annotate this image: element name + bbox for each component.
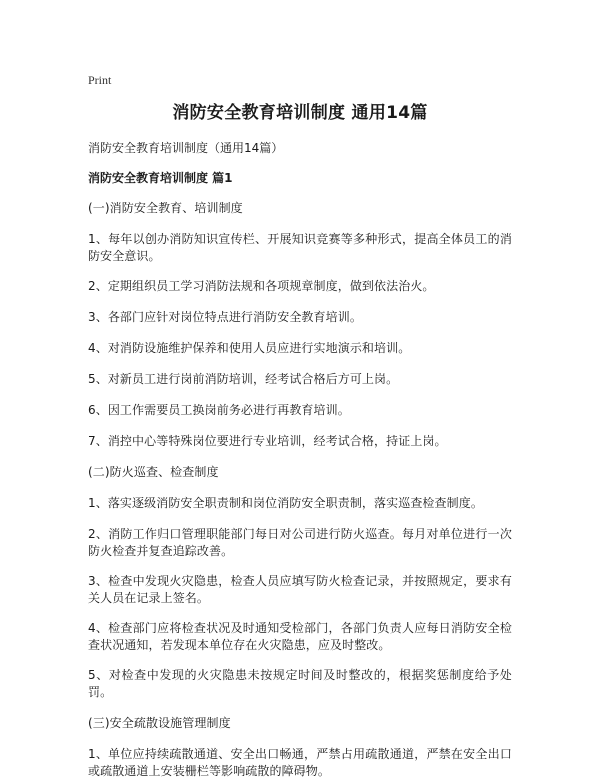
print-link[interactable]: Print [88, 73, 112, 87]
paragraph-education-5: 5、对新员工进行岗前消防培训，经考试合格后方可上岗。 [88, 372, 399, 386]
section-heading: 消防安全教育培训制度 篇1 [88, 171, 233, 185]
subsection-heading-education: (一)消防安全教育、培训制度 [88, 201, 243, 215]
paragraph-inspection-5: 5、对检查中发现的火灾隐患未按规定时间及时整改的，根据奖惩制度给予处罚。 [88, 668, 512, 699]
subsection-heading-evacuation: (三)安全疏散设施管理制度 [88, 716, 231, 730]
paragraph-education-3: 3、各部门应针对岗位特点进行消防安全教育培训。 [88, 310, 362, 324]
paragraph-education-2: 2、定期组织员工学习消防法规和各项规章制度，做到依法治火。 [88, 279, 435, 293]
paragraph-education-4: 4、对消防设施维护保养和使用人员应进行实地演示和培训。 [88, 341, 411, 355]
paragraph-inspection-3: 3、检查中发现火灾隐患，检查人员应填写防火检查记录，并按照规定，要求有关人员在记录上签名。 [88, 574, 512, 605]
document-title: 消防安全教育培训制度 通用14篇 [172, 103, 428, 123]
paragraph-inspection-2: 2、消防工作归口管理职能部门每日对公司进行防火巡查。每月对单位进行一次防火检查并复查追踪改善。 [88, 527, 512, 558]
subsection-heading-inspection: (二)防火巡查、检查制度 [88, 465, 219, 479]
paragraph-education-1: 1、每年以创办消防知识宣传栏、开展知识竞赛等多种形式，提高全体员工的消防安全意识。 [88, 232, 512, 263]
document-subtitle: 消防安全教育培训制度（通用14篇） [88, 141, 284, 155]
paragraph-inspection-4: 4、检查部门应将检查状况及时通知受检部门，各部门负责人应每日消防安全检查状况通知，若发现本单位存在火灾隐患，应及时整改。 [88, 621, 512, 652]
paragraph-education-7: 7、消控中心等特殊岗位要进行专业培训，经考试合格，持证上岗。 [88, 434, 447, 448]
paragraph-education-6: 6、因工作需要员工换岗前务必进行再教育培训。 [88, 403, 350, 417]
paragraph-inspection-1: 1、落实逐级消防安全职责制和岗位消防安全职责制，落实巡查检查制度。 [88, 496, 483, 510]
paragraph-evacuation-1: 1、单位应持续疏散通道、安全出口畅通，严禁占用疏散通道，严禁在安全出口或疏散通道上安装栅栏等影响疏散的障碍物。 [88, 747, 512, 778]
